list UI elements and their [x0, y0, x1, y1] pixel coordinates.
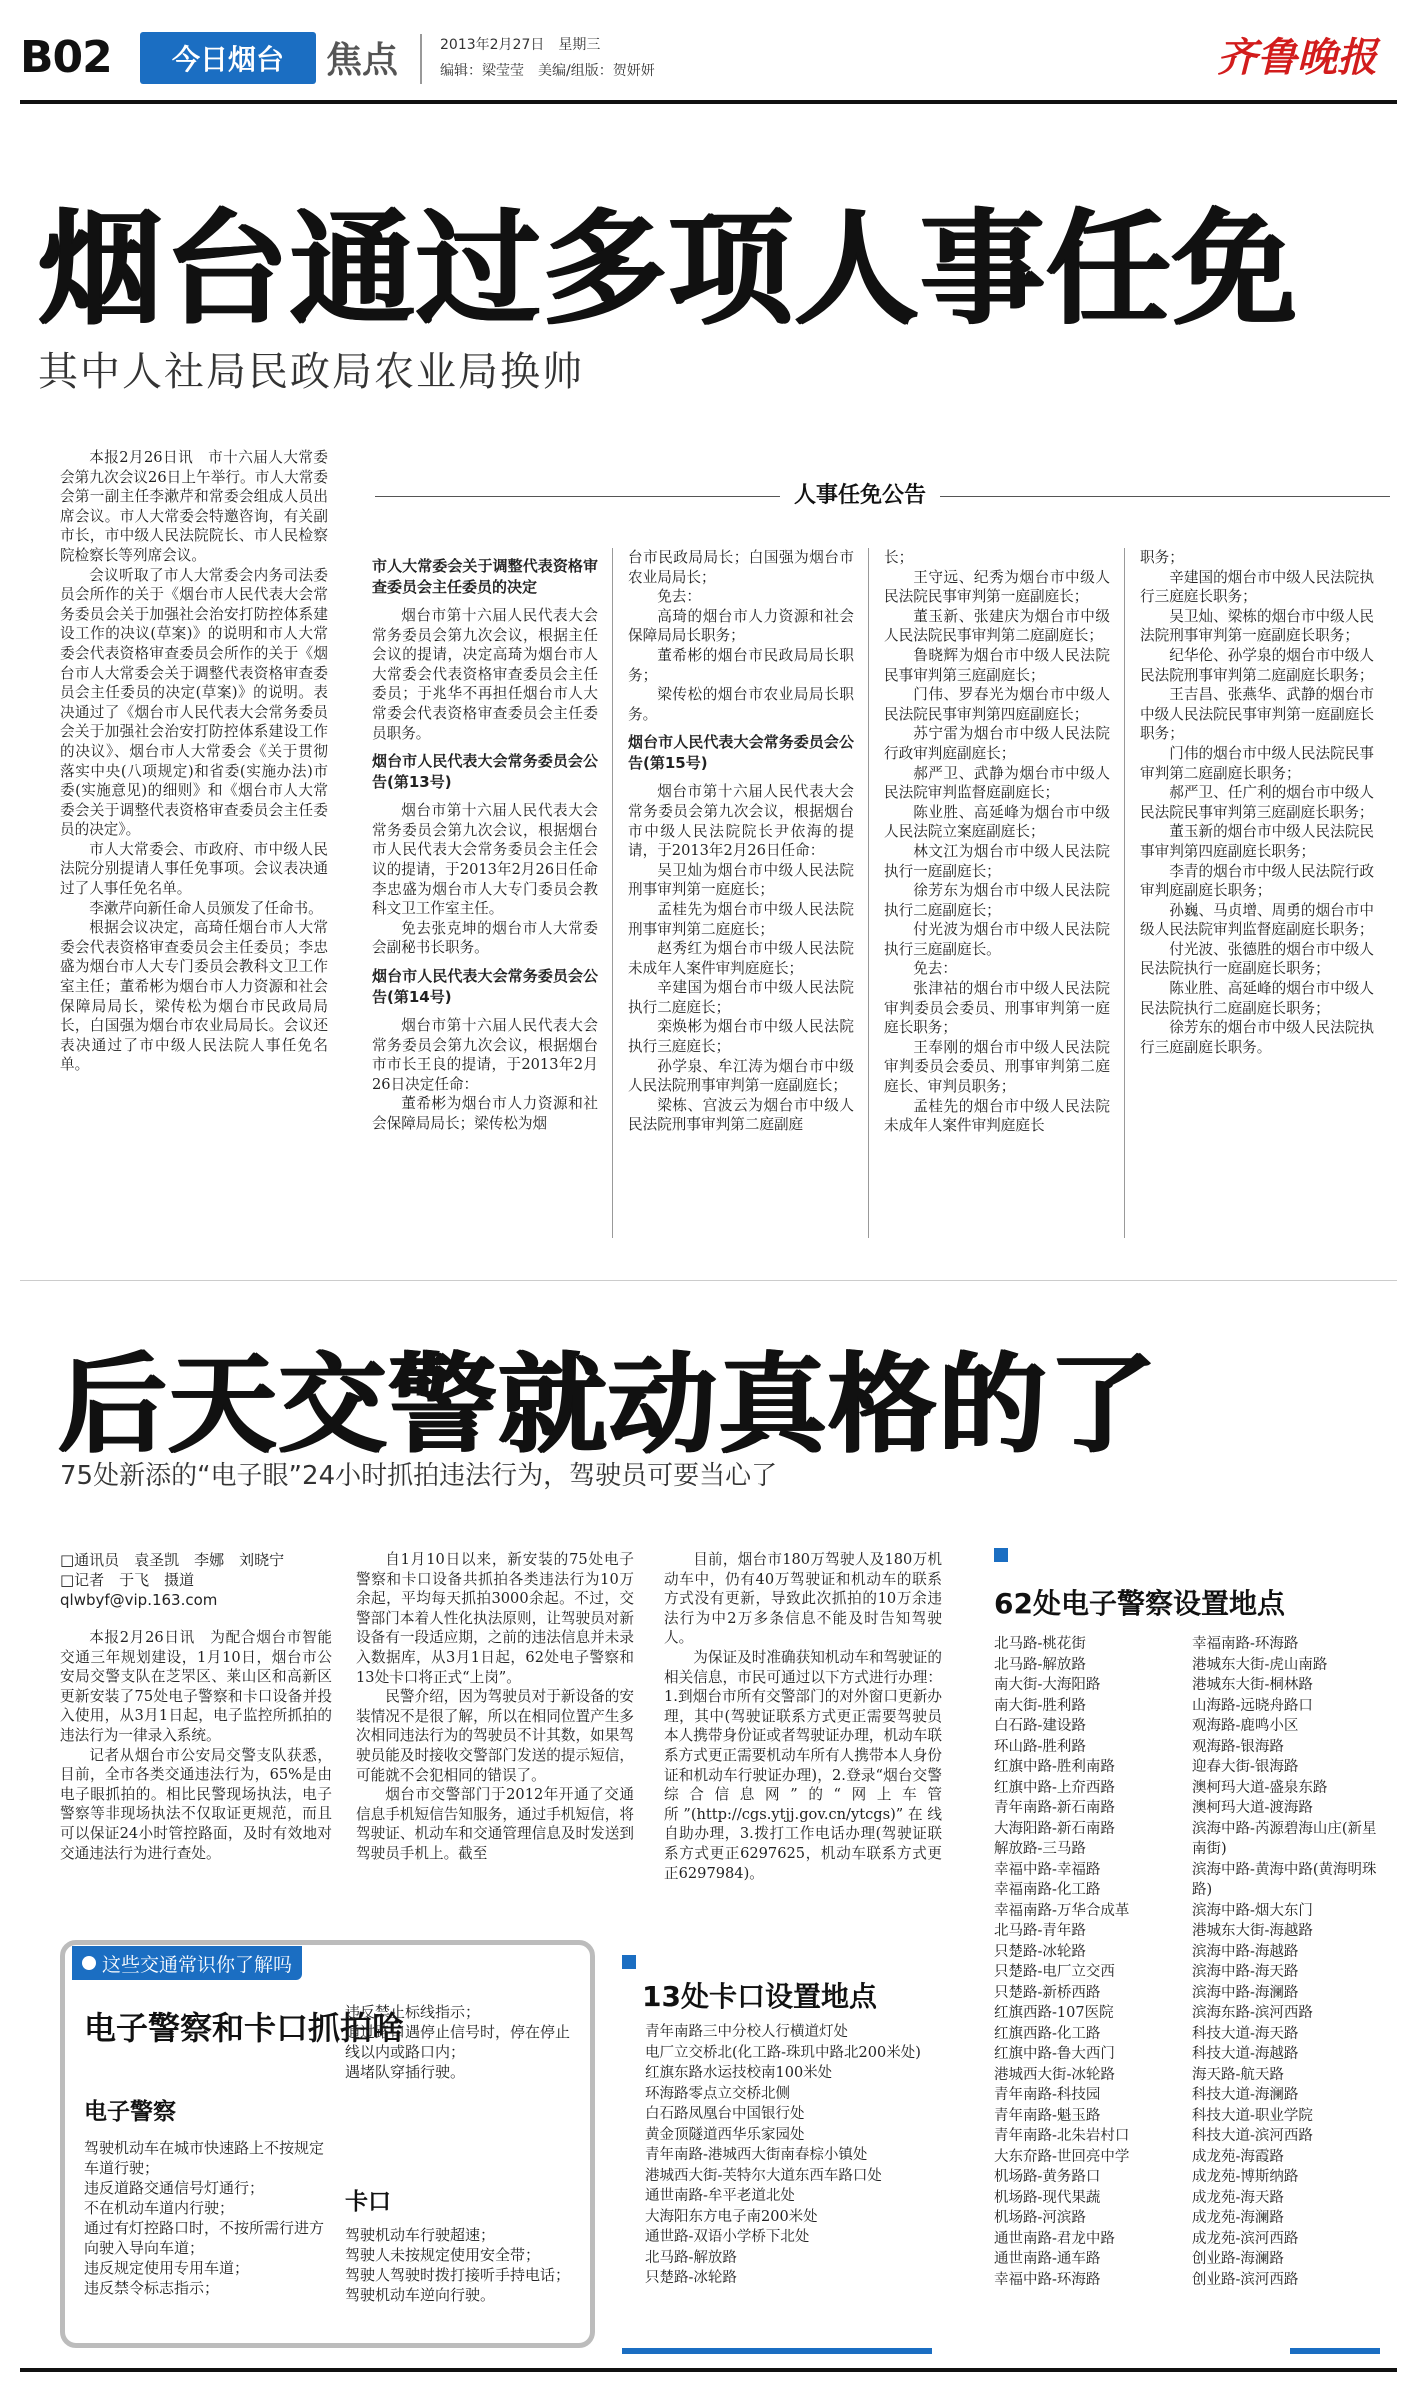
location-item: 通世南路-君龙中路: [994, 2230, 1115, 2247]
notice-title: 人事任免公告: [780, 478, 940, 509]
story1-subhead: 其中人社局民政局农业局换帅: [38, 349, 584, 395]
location-item: 港城西大街-芙特尔大道东西车路口处: [645, 2167, 882, 2184]
paragraph: 苏宁雷为烟台市中级人民法院行政审判庭副庭长；: [884, 725, 1110, 762]
paragraph: 王奉刚的烟台市中级人民法院审判委员会委员、刑事审判第二庭庭长、审判员职务；: [884, 1038, 1110, 1096]
rule-item: 遇堵队穿插行驶。: [345, 2063, 466, 2081]
section-badge: 今日烟台: [140, 32, 316, 84]
location-item: 滨海中路-黄海中路(黄海明珠路): [1192, 1861, 1377, 1898]
location-item: 解放路-三马路: [994, 1841, 1086, 1857]
rule-item: 违反禁令标志指示；: [84, 2279, 220, 2297]
paragraph: 长；: [884, 549, 914, 566]
location-item: 大东夼路-世回亮中学: [994, 2148, 1130, 2165]
column-divider: [1124, 548, 1125, 1238]
location-item: 电厂立交桥北(化工路-珠玑中路北200米处): [645, 2044, 921, 2061]
location-item: 幸福中路-环海路: [994, 2271, 1101, 2288]
section-rule: [20, 1280, 1397, 1281]
paragraph: 烟台市交警部门于2012年开通了交通信息手机短信告知服务，通过手机短信，将驾驶证、机动车和交通管理信息及时发送到驾驶员手机上。截至: [356, 1786, 634, 1862]
location-item: 红旗西路-化工路: [994, 2025, 1101, 2042]
paragraph: 陈业胜、高延峰为烟台市中级人民法院立案庭副庭长；: [884, 803, 1110, 841]
paragraph: 孙学泉、牟江涛为烟台市中级人民法院刑事审判第一庭副庭长；: [628, 1057, 854, 1095]
location-item: 红旗西路-107医院: [994, 2005, 1114, 2021]
paragraph: 免去：: [657, 588, 701, 606]
column-divider: [868, 548, 869, 1238]
paragraph: 免去：: [913, 960, 957, 978]
paragraph: 烟台市第十六届人民代表大会常务委员会第九次会议，根据烟台市市长王良的提请，于2013年2月26日决定任命：: [372, 1016, 598, 1093]
location-item: 成龙苑-海澜路: [1192, 2210, 1284, 2226]
paragraph: 张津祜的烟台市中级人民法院审判委员会委员、刑事审判第一庭庭长职务；: [884, 980, 1110, 1037]
reporter-email: qlwbyf@vip.163.com: [60, 1591, 218, 1609]
paragraph: 本报2月26日讯 为配合烟台市智能交通三年规划建设，1月10日，烟台市公安局交警支队在芝罘区、莱山区和高新区更新安装了75处电子警察和卡口设备并投入使用，从3月1日起，电子监控所抓拍的违法行为一律录入系统。: [60, 1629, 332, 1744]
location-item: 北马路-桃花街: [994, 1636, 1086, 1652]
notice-heading: 烟台市人民代表大会常务委员会公告(第14号): [372, 966, 598, 1006]
rule-item: 违反道路交通信号灯通行；: [84, 2179, 265, 2197]
story1-headline: 烟台通过多项人事任免: [38, 198, 1299, 342]
location-item: 成龙苑-海天路: [1192, 2189, 1284, 2206]
location-item: 成龙苑-海霞路: [1192, 2148, 1284, 2165]
blue-bar: [1290, 2348, 1380, 2354]
camera-locations-title: 62处电子警察设置地点: [994, 1587, 1285, 1620]
notice-column-2: [628, 548, 854, 1248]
location-item: 环海路零点立交桥北侧: [645, 2085, 790, 2102]
rule-item: 通过有灯控路口时，不按所需行进方向驶入导向车道；: [84, 2219, 325, 2257]
location-item: 山海路-远晓舟路口: [1192, 1697, 1313, 1714]
paragraph: 梁栋、宫波云为烟台市中级人民法院刑事审判第二庭副庭: [628, 1096, 854, 1134]
checkpoint-locations-title: 13处卡口设置地点: [642, 1980, 877, 2013]
paragraph: 董希彬的烟台市民政局局长职务；: [628, 646, 854, 684]
paragraph: 王吉昌、张燕华、武静的烟台市中级人民法院民事审判第一庭副庭长职务；: [1140, 686, 1374, 743]
location-item: 大海阳路-新石南路: [994, 1820, 1115, 1837]
paragraph: 李漱芹向新任命人员颁发了任命书。: [89, 899, 323, 917]
location-item: 幸福南路-万华合成革: [994, 1902, 1130, 1919]
location-item: 北马路-解放路: [645, 2249, 737, 2266]
issue-date: 2013年2月27日 星期三: [440, 37, 601, 53]
rule-item: 驾驶机动车在城市快速路上不按规定车道行驶；: [84, 2139, 325, 2177]
square-icon: [622, 1955, 636, 1969]
paragraph: 民警介绍，因为驾驶员对于新设备的安装情况不是很了解，所以在相同位置产生多次相同违法行为的驾驶员不计其数，如果驾驶员能及时接收交警部门发送的提示短信，可能就不会犯相同的错误了。: [356, 1688, 634, 1784]
tips-title: 电子警察和卡口抓拍啥: [84, 2009, 405, 2047]
location-item: 只楚路-冰轮路: [645, 2270, 737, 2286]
location-item: 青年南路-魁玉路: [994, 2107, 1101, 2124]
location-item: 青年南路-北朱岩村口: [994, 2128, 1130, 2144]
location-item: 通世南路-通车路: [994, 2251, 1101, 2267]
location-item: 滨海中路-海天路: [1192, 1964, 1299, 1980]
location-item: 红旗中路-鲁大西门: [994, 2046, 1115, 2062]
location-item: 环山路-胜利路: [994, 1738, 1086, 1755]
checkpoint-locations-list: [645, 2022, 925, 2289]
electronic-police-heading: 电子警察: [84, 2099, 176, 2125]
location-item: 青年南路-新石南路: [994, 1800, 1115, 1816]
top-rule: [20, 100, 1397, 104]
square-icon: [994, 1548, 1008, 1562]
paragraph: 栾焕彬为烟台市中级人民法院执行三庭庭长；: [628, 1018, 854, 1056]
rule-item: 驾驶机动车行驶超速；: [345, 2226, 496, 2244]
bottom-rule: [20, 2368, 1397, 2372]
location-item: 成龙苑-滨河西路: [1192, 2230, 1299, 2247]
location-item: 北马路-青年路: [994, 1923, 1086, 1939]
location-item: 迎春大街-银海路: [1192, 1759, 1299, 1775]
paragraph: 董希彬为烟台市人力资源和社会保障局局长；梁传松为烟: [372, 1095, 598, 1132]
blue-bar: [622, 2348, 932, 2354]
location-item: 南大街-大海阳路: [994, 1677, 1101, 1693]
notice-heading: 烟台市人民代表大会常务委员会公告(第13号): [372, 752, 598, 792]
location-item: 观海路-鹿鸣小区: [1192, 1718, 1299, 1734]
checkpoint-heading: 卡口: [345, 2189, 391, 2215]
location-item: 白石路凤凰台中国银行处: [645, 2106, 805, 2122]
section-subtitle: 焦点: [326, 40, 399, 81]
paragraph: 辛建国的烟台市中级人民法院执行三庭庭长职务；: [1140, 568, 1374, 606]
paragraph: 付光波、张德胜的烟台市中级人民法院执行一庭副庭长职务；: [1140, 940, 1374, 978]
location-item: 滨海中路-海越路: [1192, 1943, 1299, 1960]
location-item: 红旗中路-胜利南路: [994, 1759, 1115, 1775]
location-item: 科技大道-海天路: [1192, 2025, 1299, 2042]
paragraph: 烟台市第十六届人民代表大会常务委员会第九次会议，根据主任会议的提请，决定高琦为烟台市人大常委会代表资格审查委员会主任委员；于兆华不再担任烟台市人大常委会代表资格审查委员会主任委员职务。: [372, 607, 598, 742]
location-item: 幸福南路-环海路: [1192, 1636, 1299, 1652]
location-item: 澳柯玛大道-渡海路: [1192, 1800, 1313, 1816]
story1-column-1: [60, 448, 328, 1248]
location-item: 白石路-建设路: [994, 1718, 1086, 1734]
paragraph: 高琦的烟台市人力资源和社会保障局局长职务；: [628, 607, 854, 645]
location-item: 黄金顶隧道西华乐家园处: [645, 2126, 805, 2143]
rule-item: 驾驶人未按规定使用安全带；: [345, 2246, 541, 2264]
paragraph: 吴卫灿为烟台市中级人民法院刑事审判第一庭庭长；: [628, 861, 854, 899]
camera-locations-left: [994, 1634, 1184, 2290]
paragraph: 台市民政局局长；白国强为烟台市农业局局长；: [628, 549, 854, 586]
location-item: 青年南路-港城西大街南春棕小镇处: [645, 2147, 868, 2163]
paragraph: 孟桂先的烟台市中级人民法院未成年人案件审判庭庭长: [884, 1097, 1110, 1135]
paragraph: 市人大常委会、市政府、市中级人民法院分别提请人事任免事项。会议表决通过了人事任免名单。: [60, 840, 328, 898]
rule-item: 驾驶人驾驶时拨打接听手持电话；: [345, 2266, 571, 2284]
location-item: 北马路-解放路: [994, 1656, 1086, 1673]
paragraph: 孟桂先为烟台市中级人民法院刑事审判第二庭庭长；: [628, 900, 854, 938]
location-item: 南大街-胜利路: [994, 1697, 1086, 1714]
notice-column-4: [1140, 548, 1374, 1248]
location-item: 科技大道-滨河西路: [1192, 2128, 1313, 2144]
byline-reporters: □通讯员 袁圣凯 李娜 刘晓宁: [60, 1551, 285, 1569]
paragraph: 根据会议决定，高琦任烟台市人大常委会代表资格审查委员会主任委员；李忠盛为烟台市人大专门委员会教科文卫工作室主任；董希彬为烟台市人力资源和社会保障局局长，梁传松为烟台市民政局局长，白国强为烟台市农业局局长。会议还表决通过了市中级人民法院人事任免名单。: [60, 919, 328, 1074]
story2-column-2: [356, 1550, 634, 1930]
paragraph: 门伟、罗春光为烟台市中级人民法院民事审判第四庭副庭长；: [884, 686, 1110, 723]
location-item: 港城西大街-冰轮路: [994, 2066, 1115, 2083]
location-item: 海天路-航天路: [1192, 2066, 1284, 2083]
paragraph: 鲁晓辉为烟台市中级人民法院民事审判第三庭副庭长；: [884, 646, 1110, 684]
location-item: 观海路-银海路: [1192, 1738, 1284, 1755]
paragraph: 本报2月26日讯 市十六届人大常委会第九次会议26日上午举行。市人大常委会第一副主任李漱芹和常委会组成人员出席会议。市人大常委会特邀咨询，有关副市长，市中级人民法院院长、市人民检察院检察长等列席会议。: [60, 449, 328, 564]
info-icon: [82, 1956, 96, 1970]
electronic-police-list: [84, 2138, 324, 2298]
paragraph: 梁传松的烟台市农业局局长职务。: [628, 686, 854, 723]
paragraph: 徐芳东为烟台市中级人民法院执行二庭副庭长；: [884, 882, 1110, 919]
notice-heading: 烟台市人民代表大会常务委员会公告(第15号): [628, 733, 854, 773]
paragraph: 吴卫灿、梁栋的烟台市中级人民法院刑事审判第一庭副庭长职务；: [1140, 607, 1374, 645]
location-item: 青年南路-科技园: [994, 2087, 1101, 2103]
location-item: 创业路-滨河西路: [1192, 2271, 1299, 2288]
story2-subhead: 75处新添的“电子眼”24小时抓拍违法行为，驾驶员可要当心了: [60, 1461, 778, 1491]
paragraph: 辛建国为烟台市中级人民法院执行二庭庭长；: [628, 979, 854, 1016]
paragraph: 董玉新的烟台市中级人民法院民事审判第四庭副庭长职务；: [1140, 823, 1374, 860]
location-item: 幸福中路-幸福路: [994, 1861, 1101, 1878]
paragraph: 付光波为烟台市中级人民法院执行三庭副庭长。: [884, 921, 1110, 958]
location-item: 成龙苑-博斯纳路: [1192, 2169, 1299, 2185]
location-item: 幸福南路-化工路: [994, 1882, 1101, 1898]
paragraph: 孙巍、马贞增、周勇的烟台市中级人民法院审判监督庭副庭长职务；: [1140, 901, 1374, 939]
location-item: 港城东大街-虎山南路: [1192, 1656, 1328, 1673]
location-item: 青年南路三中分校人行横道灯处: [645, 2024, 848, 2040]
location-item: 澳柯玛大道-盛泉东路: [1192, 1779, 1328, 1796]
location-item: 科技大道-海越路: [1192, 2046, 1299, 2062]
paragraph: 职务；: [1140, 549, 1184, 566]
notice-heading: 市人大常委会关于调整代表资格审查委员会主任委员的决定: [372, 557, 598, 596]
rule-item: 通过路口遇停止信号时，停在停止线以内或路口内；: [345, 2023, 571, 2061]
location-item: 通世南路-牟平老道北处: [645, 2188, 795, 2204]
paragraph: 纪华伦、孙学泉的烟台市中级人民法院刑事审判第二庭副庭长职务；: [1140, 646, 1374, 684]
paragraph: 郝严卫、任广利的烟台市中级人民法院民事审判第三庭副庭长职务；: [1140, 784, 1374, 821]
masthead-divider: [420, 34, 422, 84]
location-item: 只楚路-电厂立交西: [994, 1964, 1115, 1980]
paragraph: 郝严卫、武静为烟台市中级人民法院审判监督庭副庭长；: [884, 764, 1110, 802]
location-item: 大海阳东方电子南200米处: [645, 2208, 818, 2225]
paragraph: 烟台市第十六届人民代表大会常务委员会第九次会议，根据烟台市中级人民法院院长尹依海的提请，于2013年2月26日任命：: [628, 783, 854, 860]
notice-column-3: [884, 548, 1110, 1248]
paragraph: 为保证及时准确获知机动车和驾驶证的相关信息，市民可通过以下方式进行办理：1.到烟台市所有交警部门的对外窗口更新办理，其中(驾驶证联系方式更正需要驾驶员本人携带身份证或者驾驶证办理，机动车联系方式更正需要机动车所有人携带本人身份证和机动车行驶证办理)，2.登录“烟台交警综合信息网”的“网上车管所”(http://cgs.ytjj.gov.cn/ytcgs)”在线自助办理，3.拨打工作电话办理(驾驶证联系方式更正6297625，机动车联系方式更正6297984)。: [664, 1648, 942, 1882]
location-item: 创业路-海澜路: [1192, 2251, 1284, 2267]
column-divider: [612, 548, 613, 1238]
location-item: 滨海东路-滨河西路: [1192, 2005, 1313, 2021]
location-item: 滨海中路-海澜路: [1192, 1984, 1299, 2001]
paragraph: 林文江为烟台市中级人民法院执行一庭副庭长；: [884, 842, 1110, 880]
byline-reporter-2: □记者 于飞 摄道: [60, 1571, 195, 1589]
electronic-police-list-cont: [345, 2002, 580, 2082]
camera-locations-right: [1192, 1634, 1377, 2290]
paragraph: 烟台市第十六届人民代表大会常务委员会第九次会议，根据烟台市人民代表大会常务委员会主任会议的提请，于2013年2月26日任命李忠盛为烟台市人大专门委员会教科文卫工作室主任。: [372, 802, 598, 918]
location-item: 通世路-双语小学桥下北处: [645, 2229, 810, 2245]
location-item: 只楚路-新桥西路: [994, 1984, 1101, 2001]
paragraph: 董玉新、张建庆为烟台市中级人民法院民事审判第二庭副庭长；: [884, 607, 1110, 645]
location-item: 红旗东路水运技校南100米处: [645, 2065, 833, 2081]
location-item: 科技大道-海澜路: [1192, 2087, 1299, 2103]
paragraph: 李青的烟台市中级人民法院行政审判庭副庭长职务；: [1140, 862, 1374, 900]
rule-item: 违反规定使用专用车道；: [84, 2259, 250, 2277]
rule-item: 驾驶机动车逆向行驶。: [345, 2286, 496, 2304]
location-item: 红旗中路-上夼西路: [994, 1779, 1115, 1796]
paragraph: 自1月10日以来，新安装的75处电子警察和卡口设备共抓拍各类违法行为10万余起，平均每天抓拍3000余起。不过，交警部门本着人性化执法原则，让驾驶员对新设备有一段适应期，之前的违法信息并未录入数据库，从3月1日起，62处电子警察和13处卡口将正式“上岗”。: [356, 1551, 634, 1686]
paragraph: 记者从烟台市公安局交警支队获悉，目前，全市各类交通违法行为，65%是由电子眼抓拍的。相比民警现场执法，电子警察等非现场执法不仅取证更规范，而且可以保证24小时管控路面，及时有效地对交通违法行为进行查处。: [60, 1746, 332, 1862]
story2-headline: 后天交警就动真格的了: [58, 1343, 1159, 1468]
location-item: 科技大道-职业学院: [1192, 2107, 1313, 2124]
paragraph: 王守远、纪秀为烟台市中级人民法院民事审判第一庭副庭长；: [884, 568, 1110, 606]
story2-byline: [60, 1550, 284, 1610]
page-number: B02: [20, 32, 112, 83]
notice-column-1: [372, 548, 598, 1248]
paragraph: 会议听取了市人大常委会内务司法委员会所作的关于《烟台市人民代表大会常务委员会关于加强社会治安打防控体系建设工作的决议(草案)》的说明和市人大常委会代表资格审查委员会所作的关于《烟台市人大常委会关于调整代表资格审查委员会主任委员的决定(草案)》的说明。表决通过了《烟台市人民代表大会常务委员会关于加强社会治安打防控体系建设工作的决议》、烟台市人大常委会《关于贯彻落实中央(八项规定)和省委(实施办法)市委(实施意见)的细则》和《烟台市人大常委会关于调整代表资格审查委员会主任委员的决定》。: [60, 566, 328, 839]
location-item: 滨海中路-烟大东门: [1192, 1902, 1313, 1919]
tips-tag: [72, 1946, 302, 1980]
paragraph: 目前，烟台市180万驾驶人及180万机动车中，仍有40万驾驶证和机动车的联系方式没有更新，导致此次抓拍的10万余违法行为中2万多条信息不能及时告知驾驶人。: [664, 1551, 942, 1647]
rule-item: 违反禁止标线指示；: [345, 2003, 481, 2021]
editor-credits: 编辑：梁莹莹 美编/组版：贺妍妍: [440, 63, 655, 79]
newspaper-logo: 齐鲁晚报: [1217, 34, 1377, 81]
paragraph: 陈业胜、高延峰的烟台市中级人民法院执行二庭副庭长职务；: [1140, 980, 1374, 1017]
location-item: 港城东大街-桐林路: [1192, 1677, 1313, 1693]
checkpoint-list: [345, 2225, 580, 2305]
paragraph: 赵秀红为烟台市中级人民法院未成年人案件审判庭庭长；: [628, 940, 854, 977]
location-item: 机场路-黄务路口: [994, 2169, 1101, 2185]
paragraph: 徐芳东的烟台市中级人民法院执行三庭副庭长职务。: [1140, 1019, 1374, 1056]
location-item: 只楚路-冰轮路: [994, 1943, 1086, 1960]
location-item: 机场路-河滨路: [994, 2210, 1086, 2226]
story2-column-3: [664, 1550, 942, 1930]
rule-item: 不在机动车道内行驶；: [84, 2199, 235, 2217]
paragraph: 免去张克坤的烟台市人大常委会副秘书长职务。: [372, 919, 598, 957]
story2-column-1: [60, 1628, 332, 1928]
location-item: 滨海中路-芮源碧海山庄(新星南街): [1192, 1820, 1377, 1857]
paragraph: 门伟的烟台市中级人民法院民事审判第二庭副庭长职务；: [1140, 744, 1374, 782]
location-item: 港城东大街-海越路: [1192, 1923, 1313, 1939]
location-item: 机场路-现代果蔬: [994, 2189, 1101, 2206]
tips-tag-label: 这些交通常识你了解吗: [102, 1953, 293, 1976]
masthead: [20, 20, 1397, 92]
